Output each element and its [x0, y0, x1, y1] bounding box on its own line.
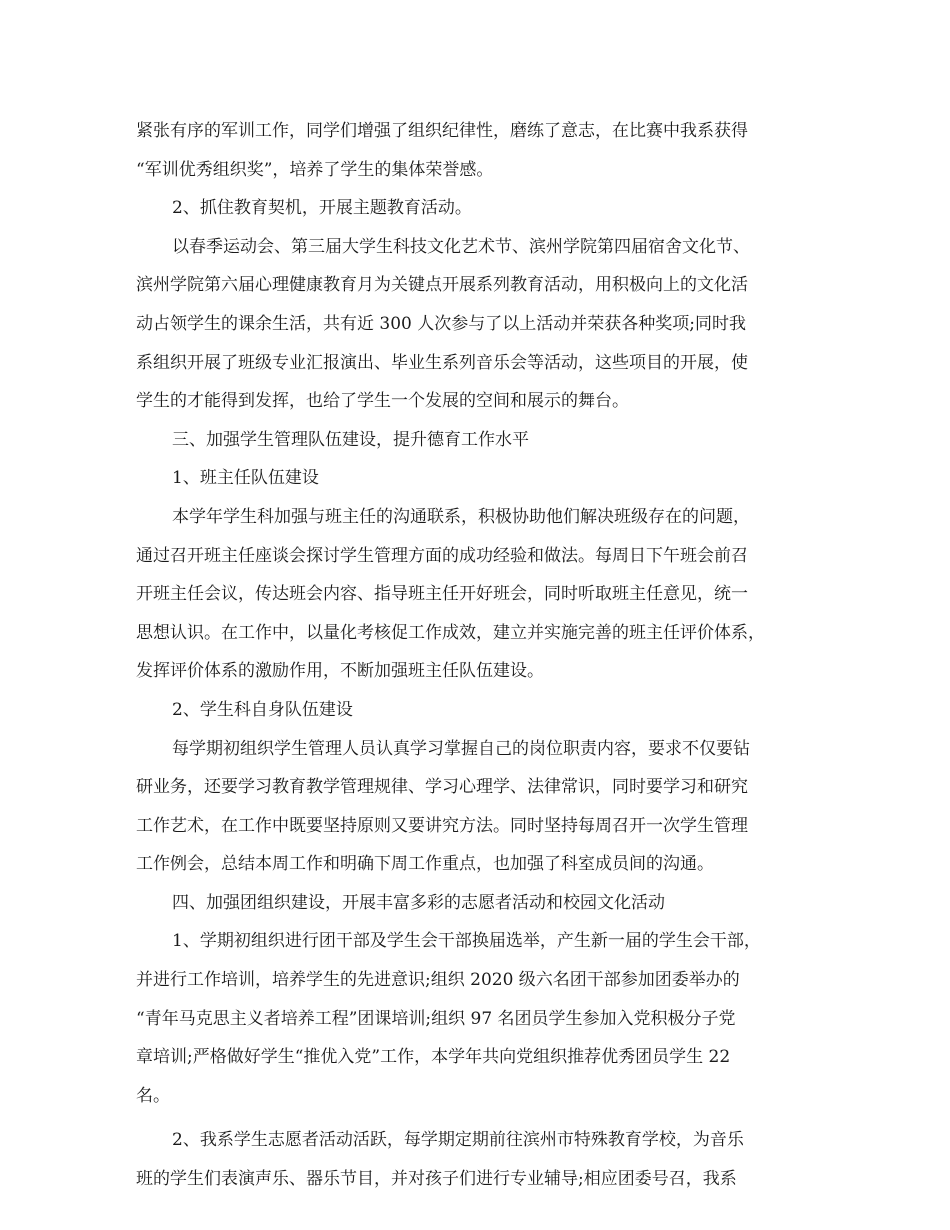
section-heading: 四、加强团组织建设，开展丰富多彩的志愿者活动和校园文化活动 — [172, 892, 665, 913]
paragraph-start: 2、我系学生志愿者活动活跃，每学期定期前往滨州市特殊教育学校，为音乐 — [172, 1130, 744, 1151]
paragraph-start: 本学年学生科加强与班主任的沟通联系，积极协助他们解决班级存在的问题， — [172, 506, 750, 527]
paragraph-start: 每学期初组织学生管理人员认真学习掌握自己的岗位职责内容，要求不仅要钻 — [172, 738, 750, 759]
text-line: 班的学生们表演声乐、器乐节目，并对孩子们进行专业辅导;相应团委号召，我系 — [136, 1169, 737, 1190]
text-line: 学生的才能得到发挥，也给了学生一个发展的空间和展示的舞台。 — [136, 391, 629, 412]
document-body — [136, 112, 826, 1199]
text-line: 并进行工作培训，培养学生的先进意识;组织 2020 级六名团干部参加团委举办的 — [136, 970, 740, 991]
text-line: 开班主任会议，传达班会内容、指导班主任开好班会，同时听取班主任意见，统一 — [136, 584, 748, 605]
text-line: “青年马克思主义者培养工程”团课培训;组织 97 名团员学生参加入党积极分子党 — [136, 1008, 736, 1029]
text-line: 系组织开展了班级专业汇报演出、毕业生系列音乐会等活动，这些项目的开展，使 — [136, 352, 748, 373]
subsection-heading: 1、班主任队伍建设 — [172, 468, 319, 489]
text-line: 紧张有序的军训工作，同学们增强了组织纪律性，磨练了意志，在比赛中我系获得 — [136, 121, 748, 141]
text-line: 章培训;严格做好学生“推优入党”工作，本学年共向党组织推荐优秀团员学生 22 — [136, 1047, 731, 1068]
text-line: 思想认识。在工作中，以量化考核促工作成效，建立并实施完善的班主任评价体系， — [136, 622, 765, 643]
text-line: 名。 — [136, 1085, 170, 1106]
text-line: 工作例会，总结本周工作和明确下周工作重点，也加强了科室成员间的沟通。 — [136, 854, 714, 875]
text-line: 动占领学生的课余生活，共有近 300 人次参与了以上活动并荣获各种奖项;同时我 — [136, 313, 746, 334]
text-line: “军训优秀组织奖”，培养了学生的集体荣誉感。 — [136, 159, 494, 180]
section-heading: 三、加强学生管理队伍建设，提升德育工作水平 — [172, 429, 529, 450]
text-line: 通过召开班主任座谈会探讨学生管理方面的成功经验和做法。每周日下午班会前召 — [136, 545, 748, 566]
paragraph-start: 以春季运动会、第三届大学生科技文化艺术节、滨州学院第四届宿舍文化节、 — [172, 236, 750, 257]
paragraph-start: 1、学期初组织进行团干部及学生会干部换届选举，产生新一届的学生会干部， — [172, 931, 761, 952]
subsection-heading: 2、学生科自身队伍建设 — [172, 699, 353, 720]
text-line: 工作艺术，在工作中既要坚持原则又要讲究方法。同时坚持每周召开一次学生管理 — [136, 815, 748, 836]
text-line: 研业务，还要学习教育教学管理规律、学习心理学、法律常识，同时要学习和研究 — [136, 777, 748, 798]
text-line: 滨州学院第六届心理健康教育月为关键点开展系列教育活动，用积极向上的文化活 — [136, 275, 748, 296]
section-heading: 2、抓住教育契机，开展主题教育活动。 — [172, 198, 472, 219]
text-line: 发挥评价体系的激励作用，不断加强班主任队伍建设。 — [136, 661, 544, 682]
